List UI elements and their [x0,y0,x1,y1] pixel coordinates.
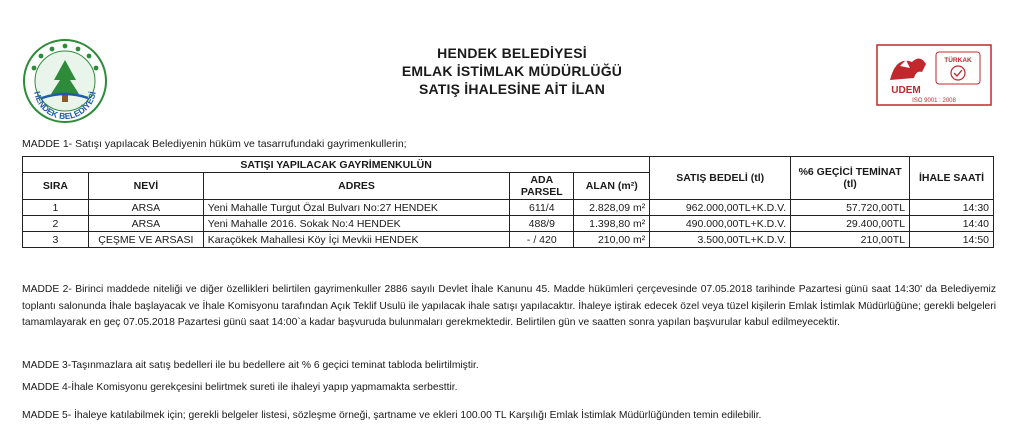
madde-2: MADDE 2- Birinci maddede niteliği ve diğer özellikleri belirtilen gayrimenkuller 2886 sayılı Devlet İhale Kanunu 45. Madde hükümleri çerçevesinde 07.05.2018 tarihinde Pazartesi günü saat 14:30' da Belediyemiz toplantı salonunda İhale başlayacak ve İhale Komisyonu tarafından Açık Teklif Usulü ile yapılacak ihale satışı yapılacaktır. İhaleye iştirak edecek özel veya tüzel kişilerin Emlak İstimlak Müdürlüğüne; gerekli belgeleri tamamlayarak en geç 07.05.2018 Pazartesi günü saat 14:00`a kadar başvuruda bulunmaları gerekmektedir. Belirtilen gün ve saatten sonra yapılan başvurular kabul edilmeyecektir. [22,284,996,328]
cell-nevi: ARSA [88,216,203,232]
cell-alan: 2.828,09 m² [574,200,650,216]
header-department: EMLAK İSTİMLAK MÜDÜRLÜĞÜ [401,63,623,79]
cell-adres: Yeni Mahalle 2016. Sokak No:4 HENDEK [203,216,510,232]
header-alan: ALAN (m²) [574,173,650,200]
cell-ihale-saati: 14:30 [910,200,994,216]
cell-ada-parsel: 611/4 [510,200,574,216]
madde-4: MADDE 4-İhale Komisyonu gerekçesini belirtmek sureti ile ihaleyi yapıp yapmamakta serbesttir. [22,382,458,393]
cell-adres: Karaçökek Mahallesi Köy İçi Mevkii HENDEK [203,232,510,248]
header-announcement-title: SATIŞ İHALESİNE AİT İLAN [418,81,606,97]
cell-satis-bedeli: 3.500,00TL+K.D.V. [650,232,791,248]
cell-gecici-teminat: 57.720,00TL [791,200,910,216]
cell-sira: 2 [23,216,89,232]
cell-satis-bedeli: 962.000,00TL+K.D.V. [650,200,791,216]
table-row [23,216,994,232]
cell-satis-bedeli: 490.000,00TL+K.D.V. [650,216,791,232]
header-ihale-saati: İHALE SAATİ [910,157,994,200]
udem-certification-logo [876,44,992,106]
madde-3: MADDE 3-Taşınmazlara ait satış bedelleri ile bu bedellere ait % 6 geçici teminat tabloda belirtilmiştir. [22,360,479,371]
header-municipality: HENDEK BELEDİYESİ [437,45,587,61]
cell-ihale-saati: 14:50 [910,232,994,248]
table-header-row-1 [23,157,994,173]
document-header [0,44,1024,98]
cell-ada-parsel: 488/9 [510,216,574,232]
cell-sira: 1 [23,200,89,216]
cell-adres: Yeni Mahalle Turgut Özal Bulvarı No:27 HENDEK [203,200,510,216]
cell-sira: 3 [23,232,89,248]
cell-alan: 1.398,80 m² [574,216,650,232]
header-nevi: NEVİ [88,173,203,200]
property-table [22,156,994,248]
cell-alan: 210,00 m² [574,232,650,248]
table-row [23,200,994,216]
header-adres: ADRES [203,173,510,200]
table-row [23,232,994,248]
iso-label: ISO 9001 : 2008 [912,98,956,104]
logo-left-text: HENDEK BELEDİYESİ [32,90,98,122]
cell-nevi: ARSA [88,200,203,216]
header-ada-parsel: ADA PARSEL [510,173,574,200]
cell-nevi: ÇEŞME VE ARSASI [88,232,203,248]
cell-gecici-teminat: 29.400,00TL [791,216,910,232]
header-sira: SIRA [23,173,89,200]
cell-ihale-saati: 14:40 [910,216,994,232]
header-gecici-teminat: %6 GEÇİCİ TEMİNAT (tl) [791,157,910,200]
madde-5: MADDE 5- İhaleye katılabilmek için; gerekli belgeler listesi, sözleşme örneği, şartname ve ekleri 100.00 TL Karşılığı Emlak İstimlak Müdürlüğünden temin edilebilir. [22,410,762,421]
header-satis-bedeli: SATIŞ BEDELİ (tl) [650,157,791,200]
turkak-badge: TÜRKAK [944,57,972,64]
cell-ada-parsel: - / 420 [510,232,574,248]
madde-1: MADDE 1- Satışı yapılacak Belediyenin hüküm ve tasarrufundaki gayrimenkullerin; [22,138,407,150]
cell-gecici-teminat: 210,00TL [791,232,910,248]
group-header: SATIŞI YAPILACAK GAYRİMENKULÜN [23,157,650,173]
udem-brand: UDEM [891,85,921,96]
